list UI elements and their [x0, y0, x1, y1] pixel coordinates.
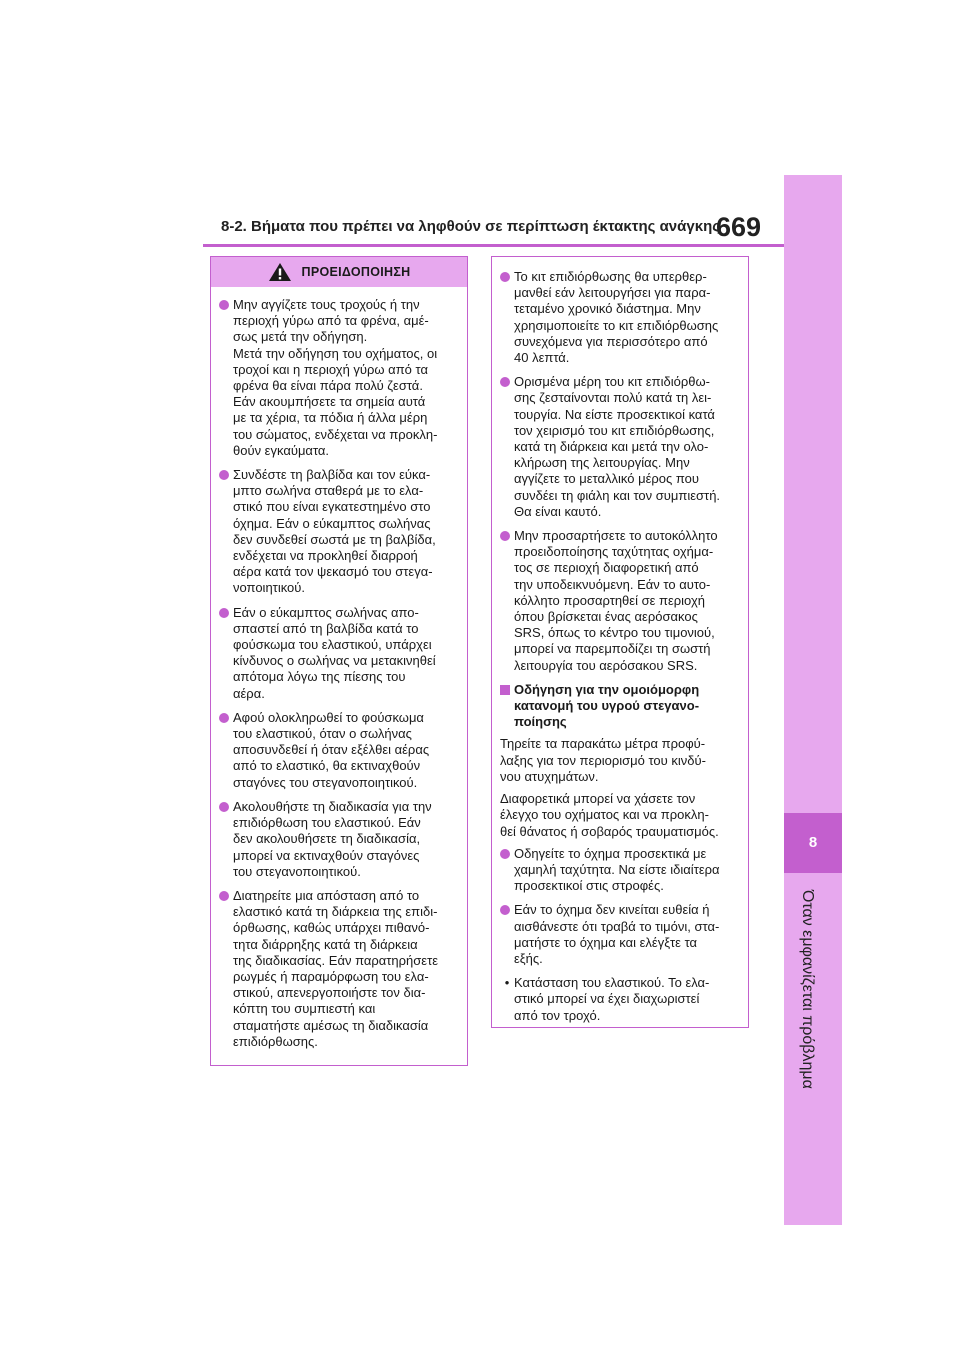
list-item: Μην προσαρτήσετε το αυτοκόλλητο προειδοποίησης ταχύτητας οχήμα- τος σε περιοχή διαφορετική από την υποδεικνυόμενη. Εάν το αυτο- κόλλητο προσαρτηθεί σε περιοχή όπου βρίσκεται ένας αερόσακος SRS, όπως το κέντρο του τιμονιού, μπορεί να παρεμποδίζει τη σωστή λειτουργία του αερόσακου SRS. [500, 528, 740, 674]
list-item: Αφού ολοκληρωθεί το φούσκωμα του ελαστικού, όταν ο σωλήνας αποσυνδεθεί ή όταν εξέλθει αέρας από το ελαστικό, θα εκτιναχθούν σταγόνες του στεγανοποιητικού. [219, 710, 459, 791]
warning-triangle-icon [268, 262, 292, 282]
header-rule [203, 244, 784, 247]
list-item: Εάν το όχημα δεν κινείται ευθεία ή αισθάνεστε ότι τραβά το τιμόνι, στα- ματήστε το όχημα και ελέγξτε τα εξής. [500, 902, 740, 967]
list-item: Ακολουθήστε τη διαδικασία για την επιδιόρθωση του ελαστικού. Εάν δεν ακολουθήσετε τη διαδικασία, μπορεί να εκτιναχθούν σταγόνες του στεγανοποιητικού. [219, 799, 459, 880]
page-number: 669 [716, 212, 762, 242]
section-heading: Οδήγηση για την ομοιόμορφη κατανομή του υγρού στεγανο- ποίησης [500, 682, 740, 731]
warning-panel-right [491, 256, 749, 1028]
square-bullet-icon [500, 685, 510, 695]
dot-bullet-icon: • [504, 975, 510, 991]
bullet-icon [219, 608, 229, 618]
list-item: Ορισμένα μέρη του κιτ επιδιόρθω- σης ζεσταίνονται πολύ κατά τη λει- τουργία. Να είστε προσεκτικοί κατά τον χειρισμό του κιτ επιδιόρθωσης, κατά τη διάρκεια και μετά την ολο- κλήρωση της λειτουργίας. Μην αγγίζετε το μεταλλικό μέρος που συνδέει τη φιάλη και τον συμπιεστή. Θα είναι καυτό. [500, 374, 740, 520]
bullet-icon [219, 300, 229, 310]
bullet-icon [219, 713, 229, 723]
chapter-number: 8 [808, 834, 818, 851]
bullet-icon [500, 377, 510, 387]
list-item: Μην αγγίζετε τους τροχούς ή την περιοχή γύρω από τα φρένα, αμέ- σως μετά την οδήγηση. Μετά την οδήγηση του οχήματος, οι τροχοί και η περιοχή γύρω από τα φρένα θα είναι πάρα πολύ ζεστά. Εάν ακουμπήσετε τα σημεία αυτά με τα χέρια, τα πόδια ή άλλα μέρη του σώματος, ενδέχεται να προκλη- θούν εγκαύματα. [219, 297, 459, 459]
section-paragraph: Τηρείτε τα παρακάτω μέτρα προφύ- λαξης για τον περιορισμό του κινδύ- νου ατυχημάτων. [500, 736, 706, 784]
list-item: Συνδέστε τη βαλβίδα και τον εύκα- μπτο σωλήνα σταθερά με το ελα- στικό που είναι εγκατεστημένο στο όχημα. Εάν ο εύκαμπτος σωλήνας δεν συνδεθεί σωστά με τη βαλβίδα, ενδέχεται να προκληθεί διαρροή αέρα κατά τον ψεκασμό του στεγα- νοποιητικού. [219, 467, 459, 597]
list-item: Διατηρείτε μια απόσταση από το ελαστικό κατά τη διάρκεια της επιδι- όρθωσης, καθώς υπάρχει πιθανό- τητα διάρρηξης κατά τη διάρκεια της διαδικασίας. Εάν παρατηρήσετε ρωγμές ή παραμόρφωση του ελα- στικού, απενεργοποιήστε τον δια- κόπτη του συμπιεστή και σταματήστε αμέσως τη διαδικασία επιδιόρθωσης. [219, 888, 459, 1050]
bullet-icon [500, 905, 510, 915]
warning-panel-left [210, 256, 468, 1066]
chapter-title: Όταν εμφανίζεται πρόβλημα [799, 890, 816, 1089]
bullet-icon [500, 849, 510, 859]
warning-header [211, 257, 467, 287]
section-paragraph: Διαφορετικά μπορεί να χάσετε τον έλεγχο του οχήματος και να προκλη- θεί θάνατος ή σοβαρός τραυματισμός. [500, 791, 719, 839]
list-item: Εάν ο εύκαμπτος σωλήνας απο- σπαστεί από τη βαλβίδα κατά το φούσκωμα του ελαστικού, υπάρχει κίνδυνος ο σωλήνας να μετακινηθεί απότομα λόγω της πίεσης του αέρα. [219, 605, 459, 702]
warning-title: ΠΡΟΕΙΔΟΠΟΙΗΣΗ [301, 265, 411, 279]
sub-list-item: • Κατάσταση του ελαστικού. Το ελα- στικό μπορεί να έχει διαχωριστεί από τον τροχό. [500, 975, 740, 1024]
list-item: Οδηγείτε το όχημα προσεκτικά με χαμηλή ταχύτητα. Να είστε ιδιαίτερα προσεκτικοί στις στροφές. [500, 846, 740, 895]
list-item: Το κιτ επιδιόρθωσης θα υπερθερ- μανθεί εάν λειτουργήσει για παρα- τεταμένο χρονικό διάστημα. Μην χρησιμοποιείτε το κιτ επιδιόρθωσης συνεχόμενα για περισσότερο από 40 λεπτά. [500, 269, 740, 366]
section-header: 8-2. Βήματα που πρέπει να ληφθούν σε περίπτωση έκτακτης ανάγκης [221, 218, 721, 235]
bullet-icon [219, 802, 229, 812]
bullet-icon [500, 531, 510, 541]
bullet-icon [500, 272, 510, 282]
bullet-icon [219, 470, 229, 480]
bullet-icon [219, 891, 229, 901]
